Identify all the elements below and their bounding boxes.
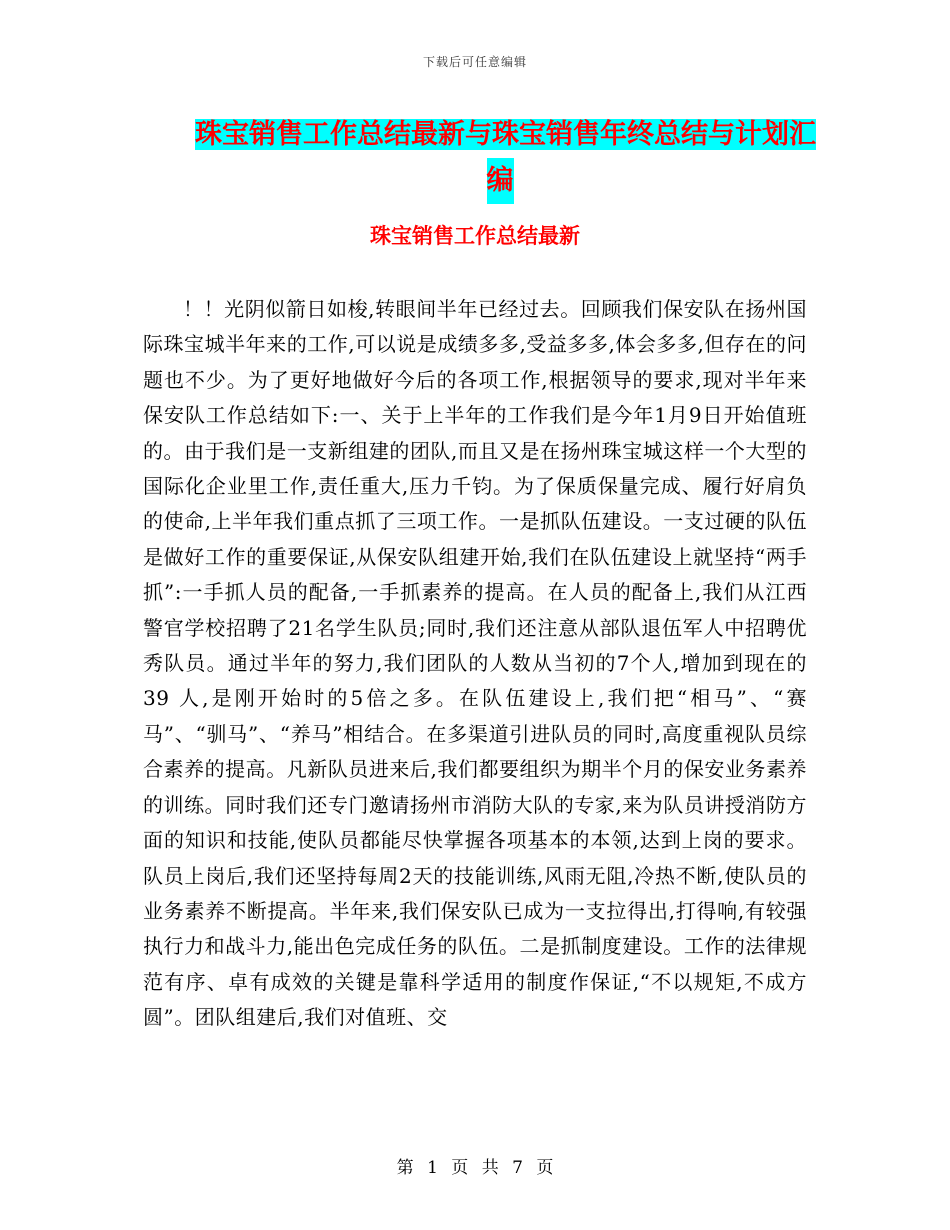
document-title (195, 112, 816, 204)
page-header-note: 下载后可任意编辑 (422, 55, 527, 69)
page-footer-number: 第 1 页 共 7 页 (396, 1158, 554, 1178)
document-title-line2: 编 (487, 158, 514, 204)
document-title-line1: 珠宝销售工作总结最新与珠宝销售年终总结与计划汇 (195, 119, 816, 150)
body-paragraph: ！！光阴似箭日如梭,转眼间半年已经过去。回顾我们保安队在扬州国际珠宝城半年来的工作,可以说是成绩多多,受益多多,体会多多,但存在的问题也不少。为了更好地做好今后的各项工作,根据领导的要求,现对半年来保安队工作总结如下:一、关于上半年的工作我们是今年1月9日开始值班的。由于我们是一支新组建的团队,而且又是在扬州珠宝城这样一个大型的国际化企业里工作,责任重大,压力千钧。为了保质保量完成、履行好肩负的使命,上半年我们重点抓了三项工作。一是抓队伍建设。一支过硬的队伍是做好工作的重要保证,从保安队组建开始,我们在队伍建设上就坚持“两手抓”:一手抓人员的配备,一手抓素养的提高。在人员的配备上,我们从江西警官学校招聘了21名学生队员;同时,我们还注意从部队退伍军人中招聘优秀队员。通过半年的努力,我们团队的人数从当初的7个人,增加到现在的39 人,是刚开始时的5倍之多。在队伍建设上,我们把“相马”、“赛马”、“驯马”、“养马”相结合。在多渠道引进队员的同时,高度重视队员综合素养的提高。凡新队员进来后,我们都要组织为期半个月的保安业务素养的训练。同时我们还专门邀请扬州市消防大队的专家,来为队员讲授消防方面的知识和技能,使队员都能尽快掌握各项基本的本领,达到上岗的要求。队员上岗后,我们还坚持每周2天的技能训练,风雨无阻,冷热不断,使队员的业务素养不断提高。半年来,我们保安队已成为一支拉得出,打得响,有较强执行力和战斗力,能出色完成任务的队伍。二是抓制度建设。工作的法律规范有序、卓有成效的关键是靠科学适用的制度作保证,“不以规矩,不成方圆”。团队组建后,我们对值班、交 (143, 297, 807, 1030)
section-title: 珠宝销售工作总结最新 (370, 223, 580, 248)
